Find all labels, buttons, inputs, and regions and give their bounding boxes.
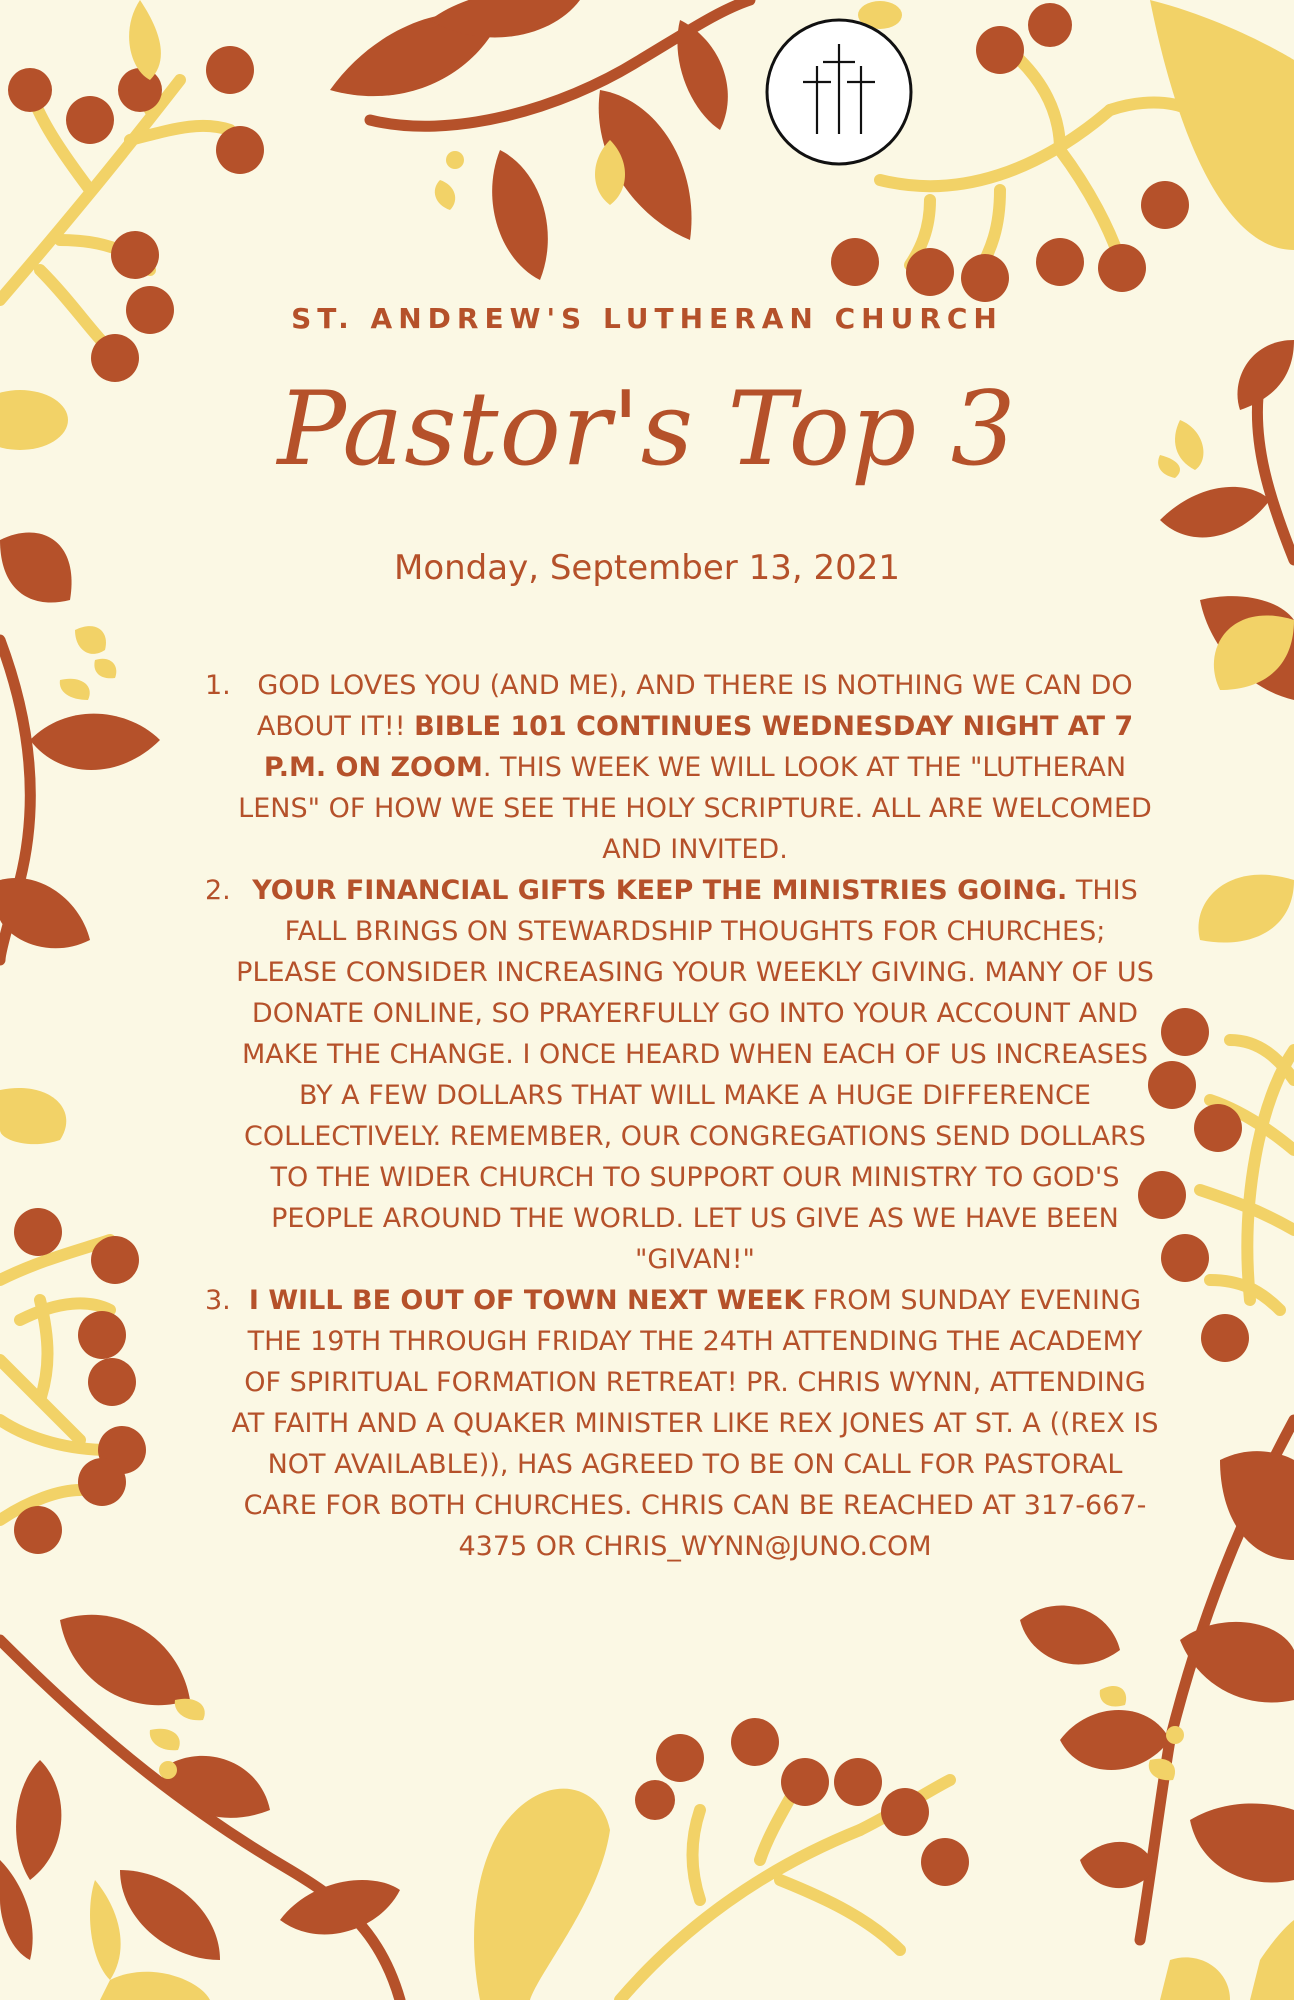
top-center-vine [330, 0, 750, 280]
item-text-part: GOD LOVES YOU (AND ME), AND THERE IS NOTHING WE CAN DO ABOUT IT!! [256, 670, 1133, 742]
item-bold-text: BIBLE 101 CONTINUES WEDNESDAY NIGHT AT 7 P.M. ON ZOOM [263, 711, 1134, 783]
date-line: Monday, September 13, 2021 [394, 548, 900, 588]
right-berry-branch [1200, 1040, 1294, 1310]
left-vine [0, 533, 160, 961]
top-three-list [200, 665, 1160, 1567]
list-item [200, 665, 1160, 870]
bottom-center-branch [474, 1718, 969, 2000]
item-bold-text: YOUR FINANCIAL GIFTS KEEP THE MINISTRIES GOING. [252, 875, 1068, 906]
list-item-text [230, 870, 1160, 1280]
list-number: 3. [205, 1285, 231, 1316]
list-item [200, 1280, 1160, 1567]
item-text-part: . THIS WEEK WE WILL LOOK AT THE "LUTHERAN LENS" OF HOW WE SEE THE HOLY SCRIPTURE. ALL ARE WELCOMED AND INVITED. [238, 752, 1152, 865]
list-number: 1. [205, 670, 231, 701]
church-name: ST. ANDREW'S LUTHERAN CHURCH [291, 302, 1003, 335]
gold-blob [0, 1088, 66, 1144]
three-crosses-icon [763, 16, 915, 168]
gold-leaf [129, 0, 161, 80]
bottom-left-vine [0, 1615, 400, 2000]
item-text-part: THIS FALL BRINGS ON STEWARDSHIP THOUGHTS FOR CHURCHES; PLEASE CONSIDER INCREASING YOUR WEEKLY GIVING. MANY OF US DONATE ONLINE, SO PRAYERFULLY GO INTO YOUR ACCOUNT AND MAKE THE CHANGE. I ONCE HEARD WHEN EACH OF US INCREASES BY A FEW DOLLARS THAT WILL MAKE A HUGE DIFFERENCE COLLECTIVELY. REMEMBER, OUR CONGREGATIONS SEND DOLLARS TO THE WIDER CHURCH TO SUPPORT OUR MINISTRY TO GOD'S PEOPLE AROUND THE WORLD. LET US GIVE AS WE HAVE BEEN "GIVAN!" [236, 875, 1154, 1275]
item-text-part: FROM SUNDAY EVENING THE 19TH THROUGH FRIDAY THE 24TH ATTENDING THE ACADEMY OF SPIRITUAL FORMATION RETREAT! PR. CHRIS WYNN, ATTENDING AT FAITH AND A QUAKER MINISTER LIKE REX JONES AT ST. A ((REX IS NOT AVAILABLE)), HAS AGREED TO BE ON CALL FOR PASTORAL CARE FOR BOTH CHURCHES. CHRIS CAN BE REACHED AT 317-667-4375 OR CHRIS_WYNN@JUNO.COM [231, 1285, 1159, 1562]
list-number: 2. [205, 875, 231, 906]
top-right-berry-branch [880, 60, 1190, 270]
list-item [200, 870, 1160, 1280]
list-item-text [230, 1280, 1160, 1567]
page-title: Pastor's Top 3 [277, 370, 1017, 489]
item-bold-text: I WILL BE OUT OF TOWN NEXT WEEK [248, 1285, 805, 1316]
list-item-text [230, 665, 1160, 870]
